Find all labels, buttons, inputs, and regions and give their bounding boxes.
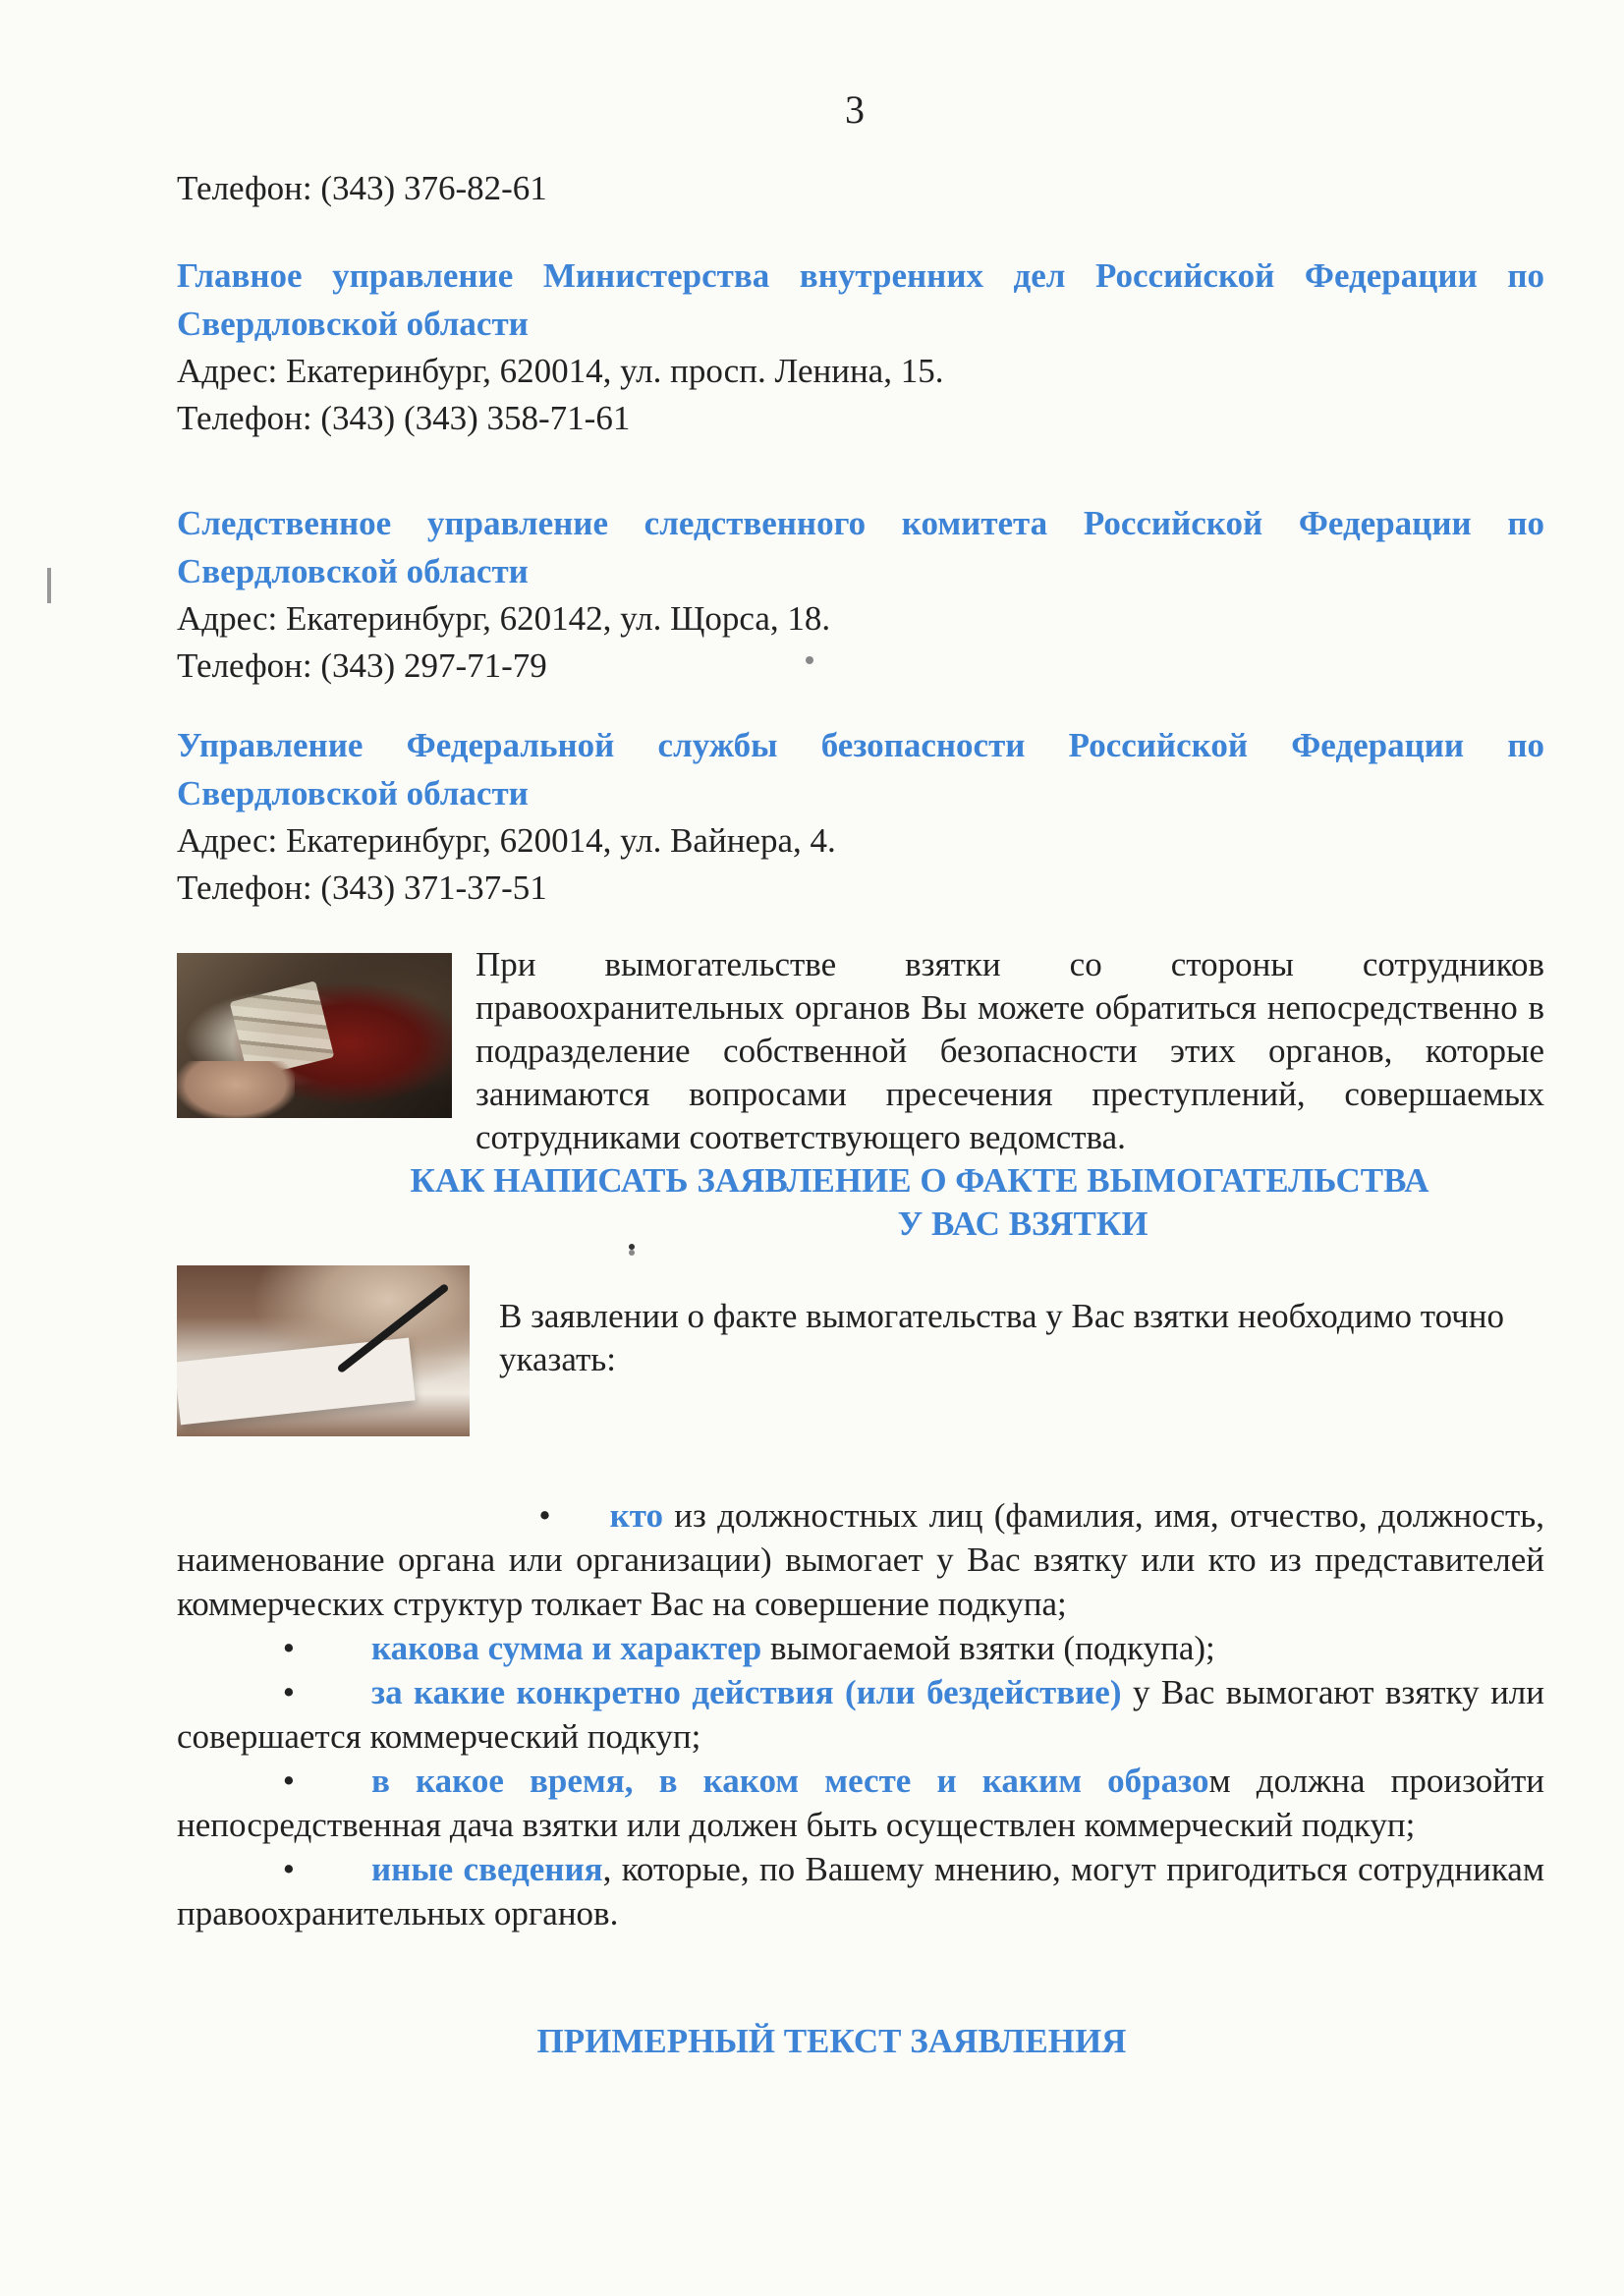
list-item-text: у Вас вымогают взятку или совершается коммерческий подкуп;	[177, 1673, 1544, 1756]
list-item-highlight: какова сумма и характер	[371, 1629, 762, 1667]
extortion-note-block	[177, 943, 1544, 1159]
list-item	[177, 1626, 1544, 1670]
requirements-list	[177, 1493, 1544, 1935]
organization-address: Адрес: Екатеринбург, 620142, ул. Щорса, 18.	[177, 599, 831, 638]
bullet-icon: •	[282, 1673, 295, 1711]
list-item-highlight: иные сведения	[371, 1850, 603, 1888]
list-item	[177, 1759, 1544, 1847]
bullet-icon: •	[538, 1496, 551, 1535]
intro-text: В заявлении о факте вымогательства у Вас взятки необходимо точно указать:	[499, 1297, 1504, 1378]
list-item-highlight: за какие конкретно действия (или бездействие)	[371, 1673, 1122, 1711]
sample-statement-title: ПРИМЕРНЫЙ ТЕКСТ ЗАЯВЛЕНИЯ	[536, 2022, 1127, 2060]
organization-phone: Телефон: (343) 297-71-79	[177, 646, 547, 685]
organization-address: Адрес: Екатеринбург, 620014, ул. просп. Ленина, 15.	[177, 352, 944, 390]
list-item-text: вымогаемой взятки (подкупа);	[761, 1629, 1215, 1667]
extortion-note-text: При вымогательстве взятки со стороны сотрудников правоохранительных органов Вы можете обратиться непосредственно в подразделение собственной безопасности этих органов, которые занимаются вопросами пресечения преступлений, совершаемых сотрудниками соответствующего ведомства.	[476, 945, 1544, 1156]
list-item-highlight: в какое время, в каком месте и каким образо	[371, 1762, 1209, 1800]
list-item-text: м должна произойти непосредственная дача взятки или должен быть осуществлен коммерческий подкуп;	[177, 1762, 1544, 1844]
organization-title: Главное управление Министерства внутренних дел Российской Федерации по Свердловской области	[177, 256, 1544, 343]
bullet-icon: •	[282, 1762, 295, 1800]
bullet-icon: •	[282, 1850, 295, 1888]
list-item	[177, 1847, 1544, 1935]
organization-address: Адрес: Екатеринбург, 620014, ул. Вайнера, 4.	[177, 821, 836, 860]
organization-block	[177, 499, 1544, 690]
section-title: КАК НАПИСАТЬ ЗАЯВЛЕНИЕ О ФАКТЕ ВЫМОГАТЕЛЬСТВА	[410, 1161, 1429, 1200]
intro-block	[177, 1260, 1544, 1442]
list-item	[177, 1670, 1544, 1759]
list-item-highlight: кто	[609, 1496, 663, 1535]
organization-title: Управление Федеральной службы безопасности Российской Федерации по Свердловской области	[177, 726, 1544, 812]
section-title-line2: У ВАС ВЗЯТКИ	[897, 1204, 1148, 1243]
organization-block	[177, 252, 1544, 442]
organization-phone: Телефон: (343) (343) 358-71-61	[177, 399, 631, 437]
organization-title: Следственное управление следственного комитета Российской Федерации по Свердловской области	[177, 504, 1544, 590]
phone-line: Телефон: (343) 376-82-61	[177, 169, 547, 207]
page-number: 3	[845, 87, 865, 132]
scan-edge-mark	[47, 568, 51, 603]
list-item-text: , которые, по Вашему мнению, могут пригодиться сотрудникам правоохранительных органов.	[177, 1850, 1544, 1932]
writing-photo	[177, 1265, 470, 1436]
paper-graphic	[177, 1338, 416, 1426]
organization-block	[177, 721, 1544, 912]
list-item-text: из должностных лиц (фамилия, имя, отчество, должность, наименование органа или организации) вымогает у Вас взятку или кто из представителей коммерческих структур толкает Вас на совершение подкупа;	[177, 1496, 1544, 1623]
page-content	[177, 165, 1544, 1935]
hand-graphic	[177, 1061, 295, 1118]
list-item	[177, 1493, 1544, 1626]
organization-phone: Телефон: (343) 371-37-51	[177, 868, 547, 907]
bullet-icon: •	[282, 1629, 295, 1667]
bribe-photo	[177, 953, 452, 1118]
